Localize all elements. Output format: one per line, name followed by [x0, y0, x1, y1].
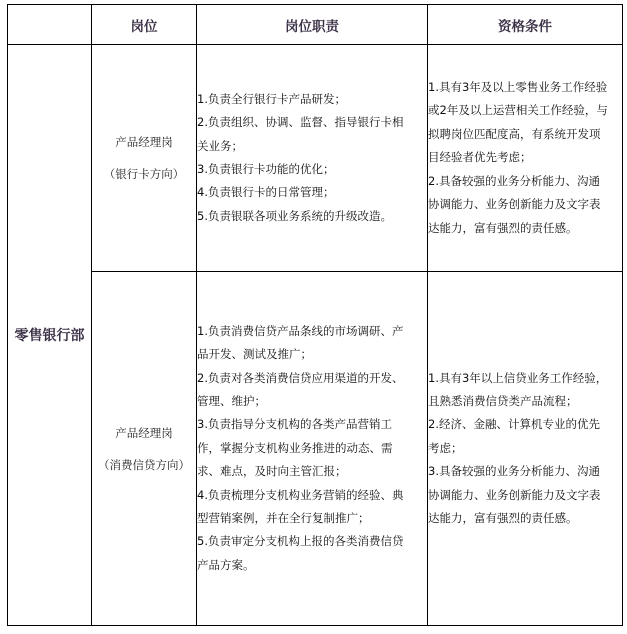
position-direction: （银行卡方向） — [103, 167, 185, 181]
header-blank — [8, 5, 92, 45]
duty-line: 型营销案例，并在全行复制推广； — [197, 511, 370, 526]
department-cell: 零售银行部 — [8, 45, 92, 626]
duty-line: 关业务； — [197, 138, 243, 153]
duty-line: 求、难点，及时向主管汇报； — [197, 464, 347, 479]
duties-cell — [197, 45, 428, 272]
qual-line: 2.具备较强的业务分析能力、沟通 — [428, 173, 600, 188]
duty-line: 4.负责银行卡的日常管理； — [197, 185, 335, 200]
duty-line: 管理、维护； — [197, 393, 266, 408]
duty-line: 3.负责银行卡功能的优化； — [197, 162, 335, 176]
qual-line: 协调能力、业务创新能力及文字表 — [428, 197, 601, 212]
duty-line: 4.负责梳理分支机构业务营销的经验、典 — [197, 487, 404, 502]
qual-line: 目经验者优先考虑； — [428, 150, 532, 165]
position-cell — [92, 45, 197, 272]
job-table — [7, 4, 623, 626]
qual-line: 达能力，富有强烈的责任感。 — [428, 511, 578, 526]
position-title: 产品经理岗 — [115, 135, 173, 149]
duties-cell — [197, 272, 428, 626]
duty-line: 品开发、测试及推广； — [197, 347, 312, 362]
qual-line: 考虑； — [428, 440, 463, 455]
qual-line: 2.经济、金融、计算机专业的优先 — [428, 417, 600, 432]
duty-line: 5.负责审定分支机构上报的各类消费信贷 — [197, 534, 404, 549]
qualifications-cell — [428, 45, 623, 272]
position-cell — [92, 272, 197, 626]
qual-line: 拟聘岗位匹配度高，有系统开发项 — [428, 126, 601, 141]
header-position: 岗位 — [92, 5, 197, 45]
duty-line: 2.负责对各类消费信贷应用渠道的开发、 — [197, 370, 404, 385]
duty-line: 3.负责指导分支机构的各类产品营销工 — [197, 417, 392, 432]
duty-line: 产品方案。 — [197, 557, 255, 572]
qual-line: 或2年及以上运营相关工作经验，与 — [428, 103, 608, 118]
duty-line: 作，掌握分支机构业务推进的动态、需 — [197, 440, 393, 455]
header-qualifications: 资格条件 — [428, 5, 623, 45]
qual-line: 3.具备较强的业务分析能力、沟通 — [428, 464, 600, 479]
qualifications-cell — [428, 272, 623, 626]
qual-line: 且熟悉消费信贷类产品流程； — [428, 393, 578, 408]
qual-line: 达能力，富有强烈的责任感。 — [428, 220, 578, 235]
header-row — [8, 5, 623, 45]
qual-line: 1.具有3年以上信贷业务工作经验， — [428, 370, 608, 385]
table-row — [8, 272, 623, 626]
duty-line: 5.负责银联各项业务系统的升级改造。 — [197, 208, 392, 223]
duty-line: 1.负责消费信贷产品条线的市场调研、产 — [197, 323, 404, 338]
qual-line: 协调能力、业务创新能力及文字表 — [428, 487, 601, 502]
qual-line: 1.具有3年及以上零售业务工作经验 — [428, 80, 608, 95]
position-direction: （消费信贷方向） — [98, 457, 190, 472]
duty-line: 1.负责全行银行卡产品研发； — [197, 91, 346, 106]
position-title: 产品经理岗 — [115, 425, 173, 440]
duty-line: 2.负责组织、协调、监督、指导银行卡相 — [197, 115, 404, 130]
table-row — [8, 45, 623, 272]
header-duties: 岗位职责 — [197, 5, 428, 45]
